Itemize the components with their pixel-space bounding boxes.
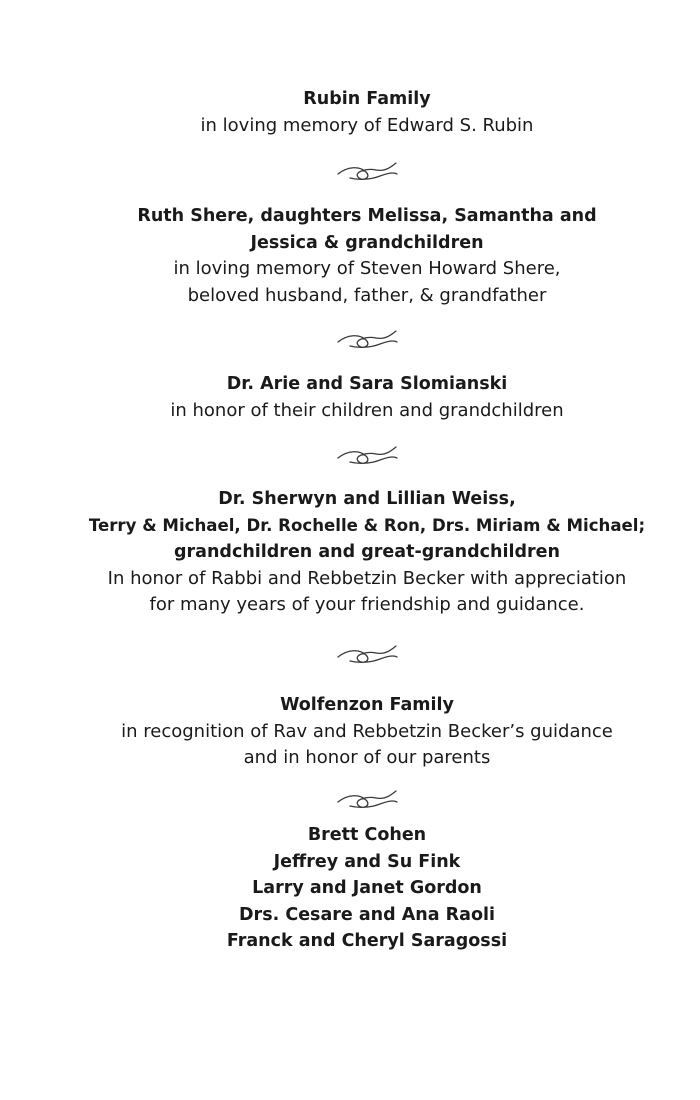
dedication-text: in loving memory of Edward S. Rubin <box>200 114 534 136</box>
dedication-text: beloved husband, father, & grandfather <box>187 284 547 306</box>
flourish-divider-icon <box>0 328 700 356</box>
dedication-text: for many years of your friendship and guidance. <box>149 594 585 616</box>
donor-names: Dr. Sherwyn and Lillian Weiss, <box>218 489 516 509</box>
donor-entry-weiss <box>0 486 700 619</box>
dedication-text: in recognition of Rav and Rebbetzin Becker’s guidance <box>121 720 613 742</box>
donor-names: Jeffrey and Su Fink <box>273 851 461 872</box>
dedication-text: in honor of their children and grandchildren <box>170 399 564 421</box>
flourish-divider-icon <box>0 444 700 472</box>
flourish-divider-icon <box>0 160 700 188</box>
donor-entry-list <box>0 822 700 955</box>
donor-names: Jessica & grandchildren <box>250 232 484 253</box>
donor-names: Ruth Shere, daughters Melissa, Samantha and <box>137 206 597 226</box>
donor-names: Terry & Michael, Dr. Rochelle & Ron, Drs. Miriam & Michael; <box>88 515 646 535</box>
donor-names: grandchildren and great-grandchildren <box>174 542 560 563</box>
donor-names: Larry and Janet Gordon <box>252 878 482 899</box>
donor-names: Dr. Arie and Sara Slomianski <box>226 374 508 394</box>
donor-entry-shere <box>0 203 700 309</box>
donor-names: Franck and Cheryl Saragossi <box>226 931 508 952</box>
donor-entry-rubin <box>0 86 700 139</box>
dedication-text: In honor of Rabbi and Rebbetzin Becker with appreciation <box>107 567 627 589</box>
flourish-divider-icon <box>0 643 700 671</box>
donor-entry-wolfenzon <box>0 692 700 772</box>
donor-entry-slomianski <box>0 371 700 424</box>
donor-names: Rubin Family <box>303 89 431 109</box>
donor-names: Wolfenzon Family <box>280 695 454 715</box>
donor-names: Brett Cohen <box>307 825 427 845</box>
dedication-text: and in honor of our parents <box>243 747 491 769</box>
donor-names: Drs. Cesare and Ana Raoli <box>239 904 495 925</box>
dedication-text: in loving memory of Steven Howard Shere, <box>173 258 561 280</box>
flourish-divider-icon <box>0 788 700 816</box>
